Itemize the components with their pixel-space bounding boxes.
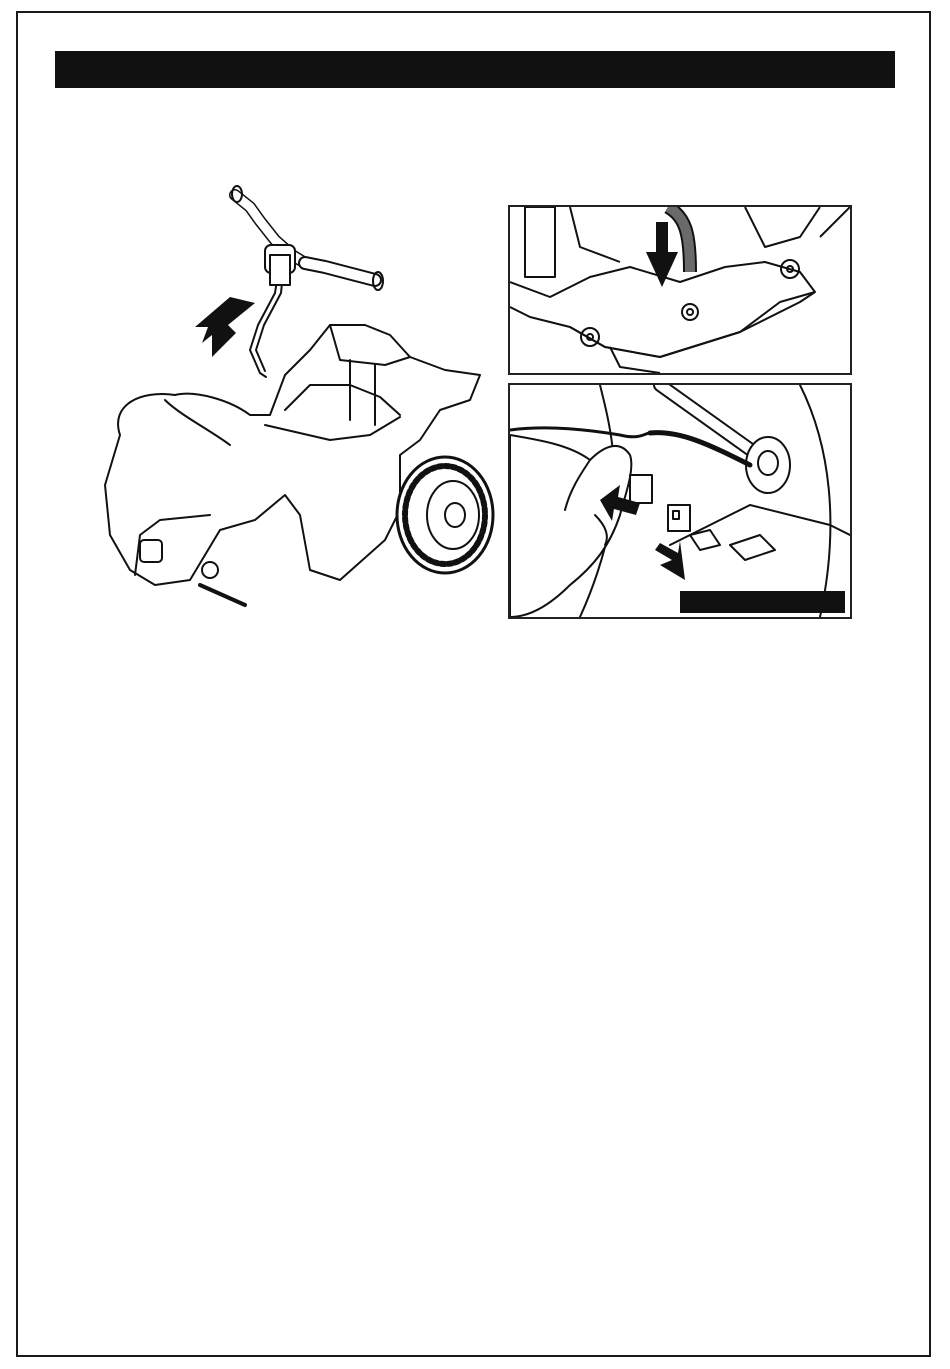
down-arrow-icon — [195, 297, 255, 357]
steering-column-detail — [508, 205, 852, 375]
atv-assembly-illustration — [100, 185, 500, 615]
down-arrow-icon — [646, 222, 678, 287]
wire-connector-detail — [508, 383, 852, 619]
steering-rod-icon — [660, 385, 790, 493]
section-title-bar — [55, 51, 895, 88]
wheel-icon — [397, 457, 493, 573]
hand-icon — [510, 435, 631, 617]
connector-caption — [680, 591, 845, 613]
